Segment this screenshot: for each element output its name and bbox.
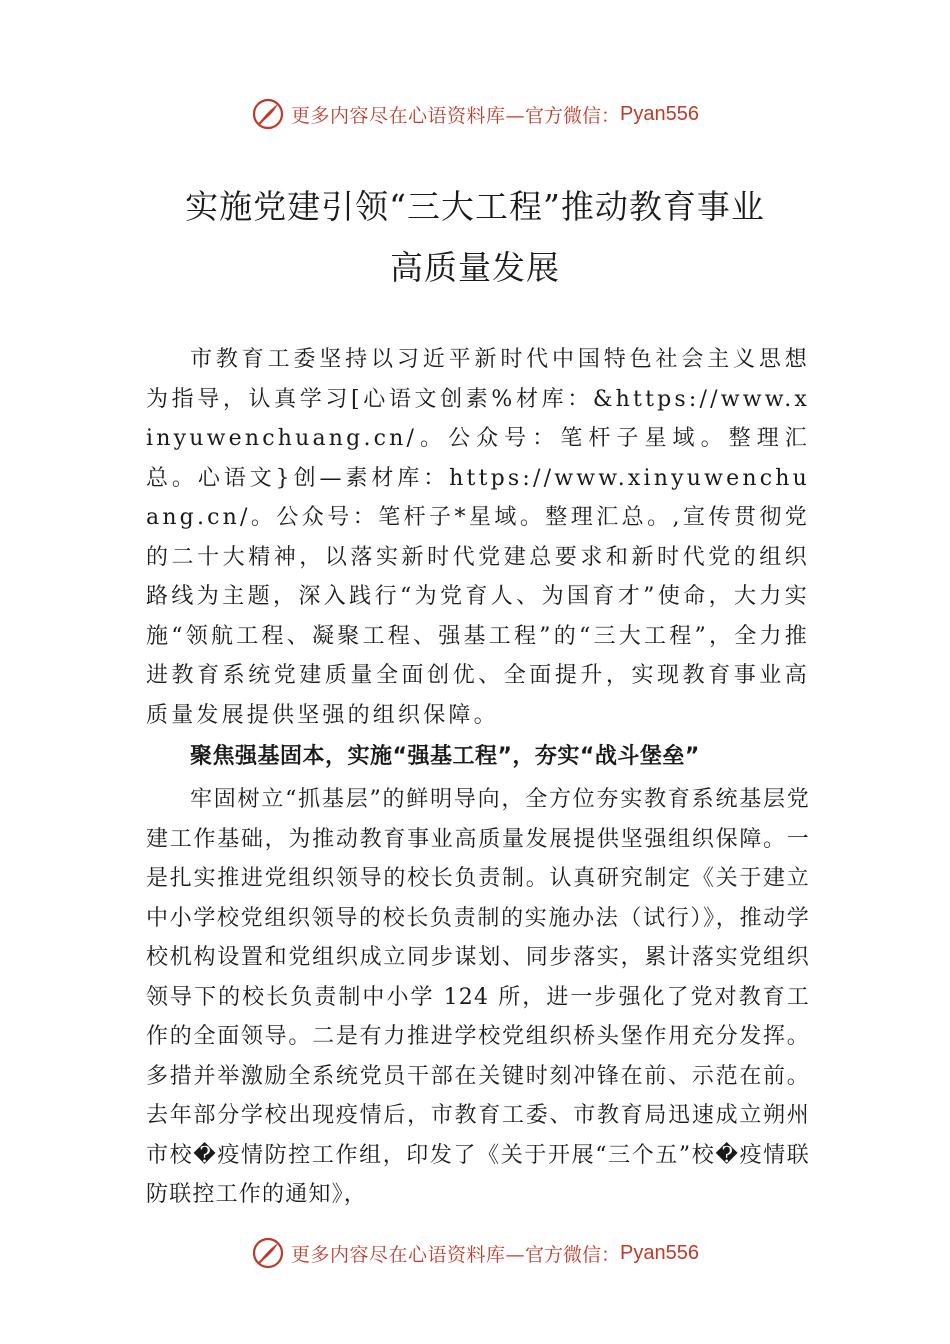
quill-pen-logo-icon — [251, 97, 285, 131]
wechat-id: Pyan556 — [620, 102, 699, 125]
document-title-line2: 高质量发展 — [390, 248, 560, 287]
wechat-id: Pyan556 — [620, 1241, 699, 1264]
section-heading: 聚焦强基固本，实施“强基工程”，夯实“战斗堡垒” — [190, 744, 700, 769]
watermark-text: 更多内容尽在心语资料库— — [291, 1243, 526, 1266]
footer-watermark-banner — [0, 1233, 950, 1273]
body-paragraph: 牢固树立“抓基层”的鲜明导向，全方位夯实教育系统基层党建工作基础，为推动教育事业高质量发展提供坚强组织保障。一是扎实推进党组织领导的校长负责制。认真研究制定《关于建立中小学校党组织领导的校长负责制的实施办法（试行）》，推动学校机构设置和党组织成立同步谋划、同步落实，累计落实党组织领导下的校长负责制中小学 124 所，进一步强化了党对教育工作的全面领导。二是有力推进学校党组织桥头堡作用充分发挥。多措并举激励全系统党员干部在关键时刻冲锋在前、示范在前。去年部分学校出现疫情后，市教育工委、市教育局迅速成立朔州市校�疫情防控工作组，印发了《关于开展“三个五”校�疫情联防联控工作的通知》， — [146, 787, 810, 1207]
watermark-text: 更多内容尽在心语资料库— — [291, 104, 526, 127]
intro-paragraph: 市教育工委坚持以习近平新时代中国特色社会主义思想为指导，认真学习[心语文创素%材库：&https://www.xinyuwenchuang.cn/。公众号：笔杆子星域。整理汇总。心语文}创—素材库：https://www.xinyuwenchuang.cn/。公众号：笔杆子*星域。整理汇总。,宣传贯彻党的二十大精神，以落实新时代党建总要求和新时代党的组织路线为主题，深入践行“为党育人、为国育才”使命，大力实施“领航工程、凝聚工程、强基工程”的“三大工程”，全力推进教育系统党建质量全面创优、全面提升，实现教育事业高质量发展提供坚强的组织保障。 — [146, 347, 810, 728]
wechat-label: 官方微信： — [525, 104, 621, 127]
wechat-label: 官方微信： — [525, 1243, 621, 1266]
header-watermark-banner — [0, 94, 950, 134]
document-title-line1: 实施党建引领“三大工程”推动教育事业 — [185, 187, 765, 226]
quill-pen-logo-icon — [251, 1236, 285, 1270]
